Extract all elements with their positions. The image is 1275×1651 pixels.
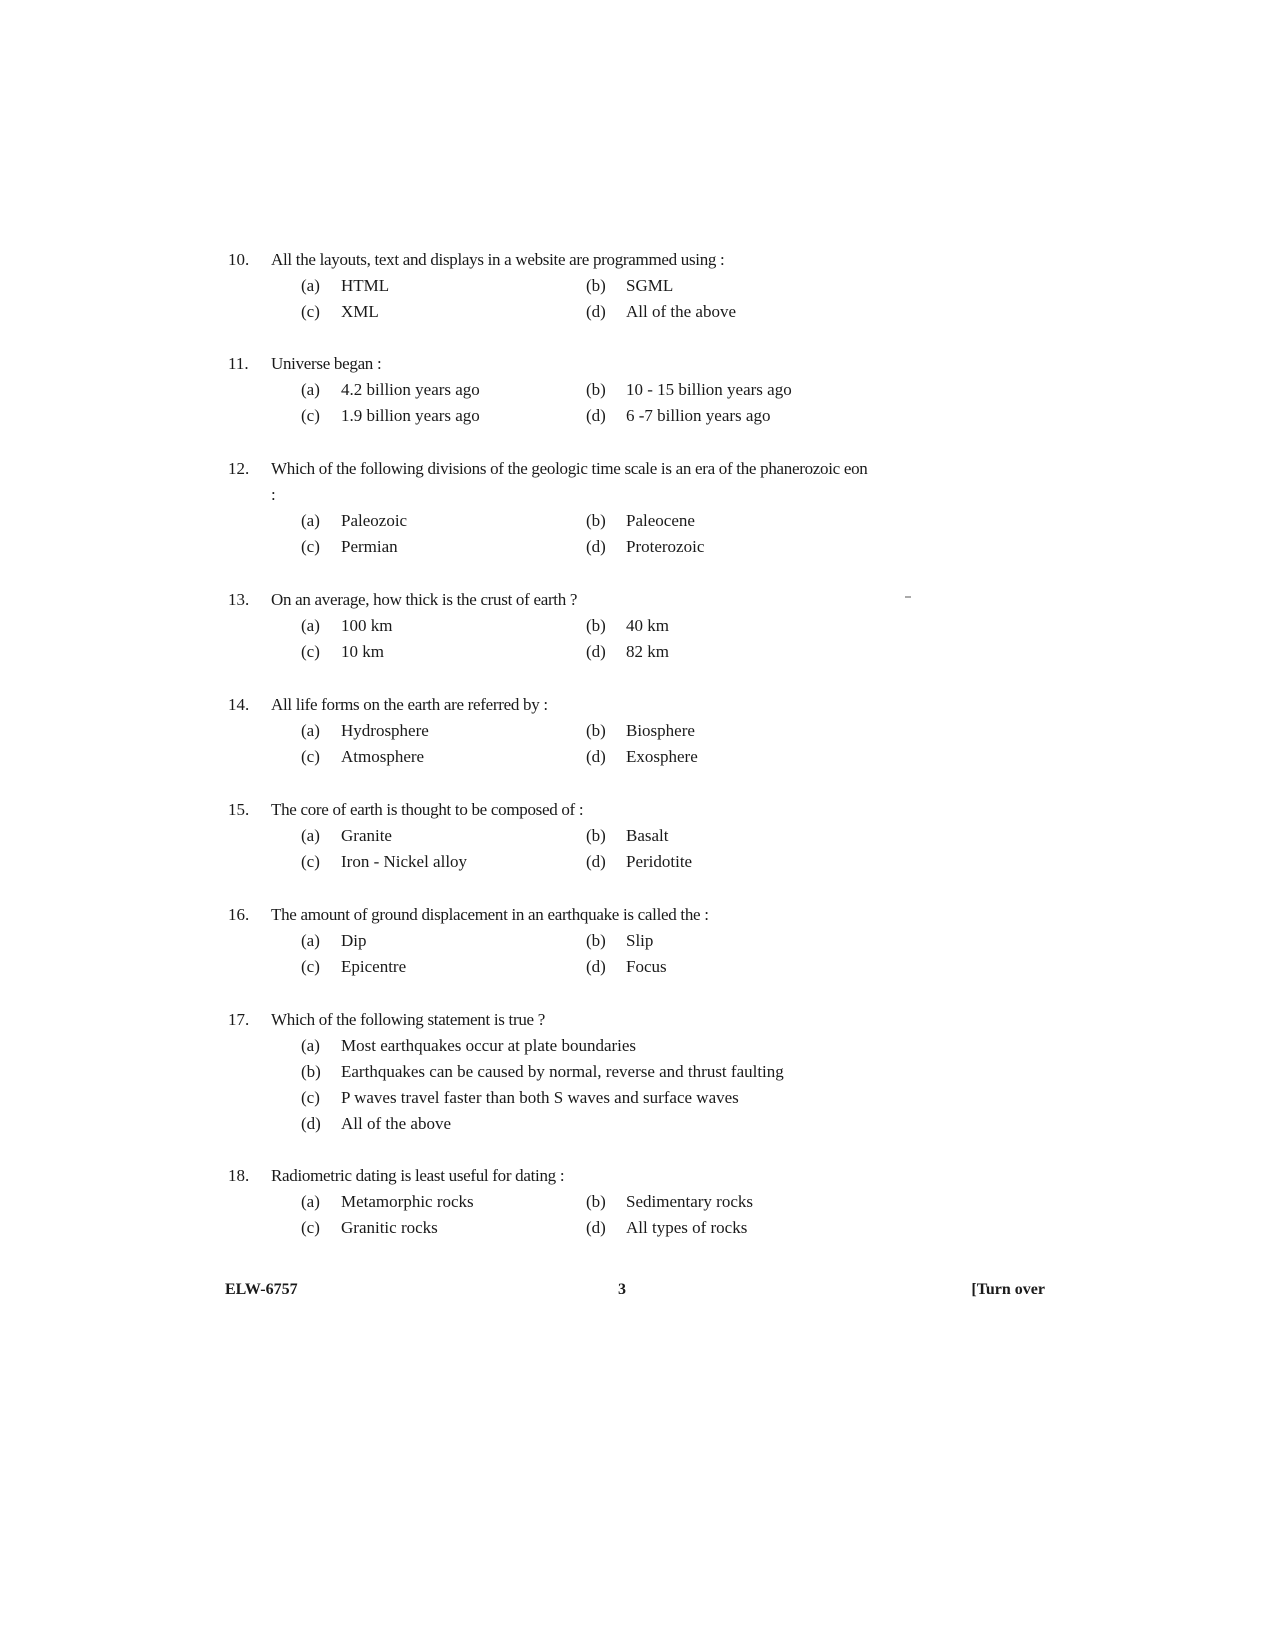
option-a: (a) 100 km: [301, 616, 393, 635]
page-footer: [225, 1281, 1045, 1307]
option-c: (c) XML: [301, 302, 379, 321]
question-14: [228, 692, 868, 770]
question-18: [228, 1163, 868, 1241]
option-a: (a) Dip: [301, 931, 367, 950]
question-number: 12.: [228, 459, 250, 478]
option-b: (b) Basalt: [586, 826, 669, 845]
question-10: [228, 247, 868, 325]
option-b: (b) Paleocene: [586, 511, 695, 530]
option-d: (d) All types of rocks: [586, 1218, 748, 1237]
option-d: (d) 6 -7 billion years ago: [586, 406, 771, 425]
question-text: On an average, how thick is the crust of earth ?: [271, 590, 578, 609]
question-15: [228, 797, 868, 875]
question-text: All life forms on the earth are referred by :: [271, 695, 548, 714]
question-number: 14.: [228, 695, 250, 714]
question-text: The amount of ground displacement in an earthquake is called the :: [271, 905, 709, 924]
option-a: (a) Most earthquakes occur at plate boundaries: [301, 1036, 637, 1055]
question-17: [228, 1007, 868, 1137]
option-d: (d) Proterozoic: [586, 537, 705, 556]
option-c: (c) Atmosphere: [301, 747, 425, 766]
question-12: [228, 456, 868, 560]
question-text: The core of earth is thought to be composed of :: [271, 800, 584, 819]
option-d: (d) 82 km: [586, 642, 669, 661]
page-number: 3: [618, 1281, 626, 1298]
option-a: (a) Hydrosphere: [301, 721, 429, 740]
question-text: Universe began :: [271, 354, 382, 373]
turn-over-note: [Turn over: [971, 1281, 1045, 1298]
question-number: 17.: [228, 1010, 250, 1029]
option-c: (c) Iron - Nickel alloy: [301, 852, 468, 871]
question-text: All the layouts, text and displays in a website are programmed using :: [271, 250, 725, 269]
option-a: (a) HTML: [301, 276, 390, 295]
option-b: (b) 10 - 15 billion years ago: [586, 380, 792, 399]
option-b: (b) Earthquakes can be caused by normal, reverse and thrust faulting: [301, 1062, 784, 1081]
question-16: [228, 902, 868, 980]
option-a: (a) Metamorphic rocks: [301, 1192, 474, 1211]
question-number: 11.: [228, 354, 249, 373]
question-text: Which of the following divisions of the geologic time scale is an era of the phanerozoic eon :: [271, 459, 868, 504]
question-text: Which of the following statement is true ?: [271, 1010, 545, 1029]
option-c: (c) 10 km: [301, 642, 384, 661]
question-number: 16.: [228, 905, 250, 924]
option-d: (d) Focus: [586, 957, 667, 976]
option-c: (c) Epicentre: [301, 957, 407, 976]
option-a: (a) 4.2 billion years ago: [301, 380, 480, 399]
option-d: (d) Peridotite: [586, 852, 693, 871]
question-number: 15.: [228, 800, 250, 819]
option-c: (c) P waves travel faster than both S waves and surface waves: [301, 1088, 739, 1107]
question-text: Radiometric dating is least useful for dating :: [271, 1166, 565, 1185]
question-number: 13.: [228, 590, 250, 609]
question-number: 18.: [228, 1166, 250, 1185]
option-b: (b) 40 km: [586, 616, 669, 635]
paper-code: ELW-6757: [225, 1281, 298, 1298]
question-number: 10.: [228, 250, 250, 269]
option-d: (d) All of the above: [586, 302, 736, 321]
option-d: (d) Exosphere: [586, 747, 698, 766]
option-c: (c) Permian: [301, 537, 398, 556]
option-c: (c) Granitic rocks: [301, 1218, 438, 1237]
option-b: (b) Sedimentary rocks: [586, 1192, 753, 1211]
option-d: (d) All of the above: [301, 1114, 451, 1133]
scan-speck: [905, 596, 911, 598]
option-c: (c) 1.9 billion years ago: [301, 406, 480, 425]
question-11: [228, 351, 868, 429]
option-b: (b) Biosphere: [586, 721, 695, 740]
question-13: [228, 587, 868, 665]
option-b: (b) SGML: [586, 276, 674, 295]
option-a: (a) Paleozoic: [301, 511, 408, 530]
option-a: (a) Granite: [301, 826, 392, 845]
option-b: (b) Slip: [586, 931, 654, 950]
